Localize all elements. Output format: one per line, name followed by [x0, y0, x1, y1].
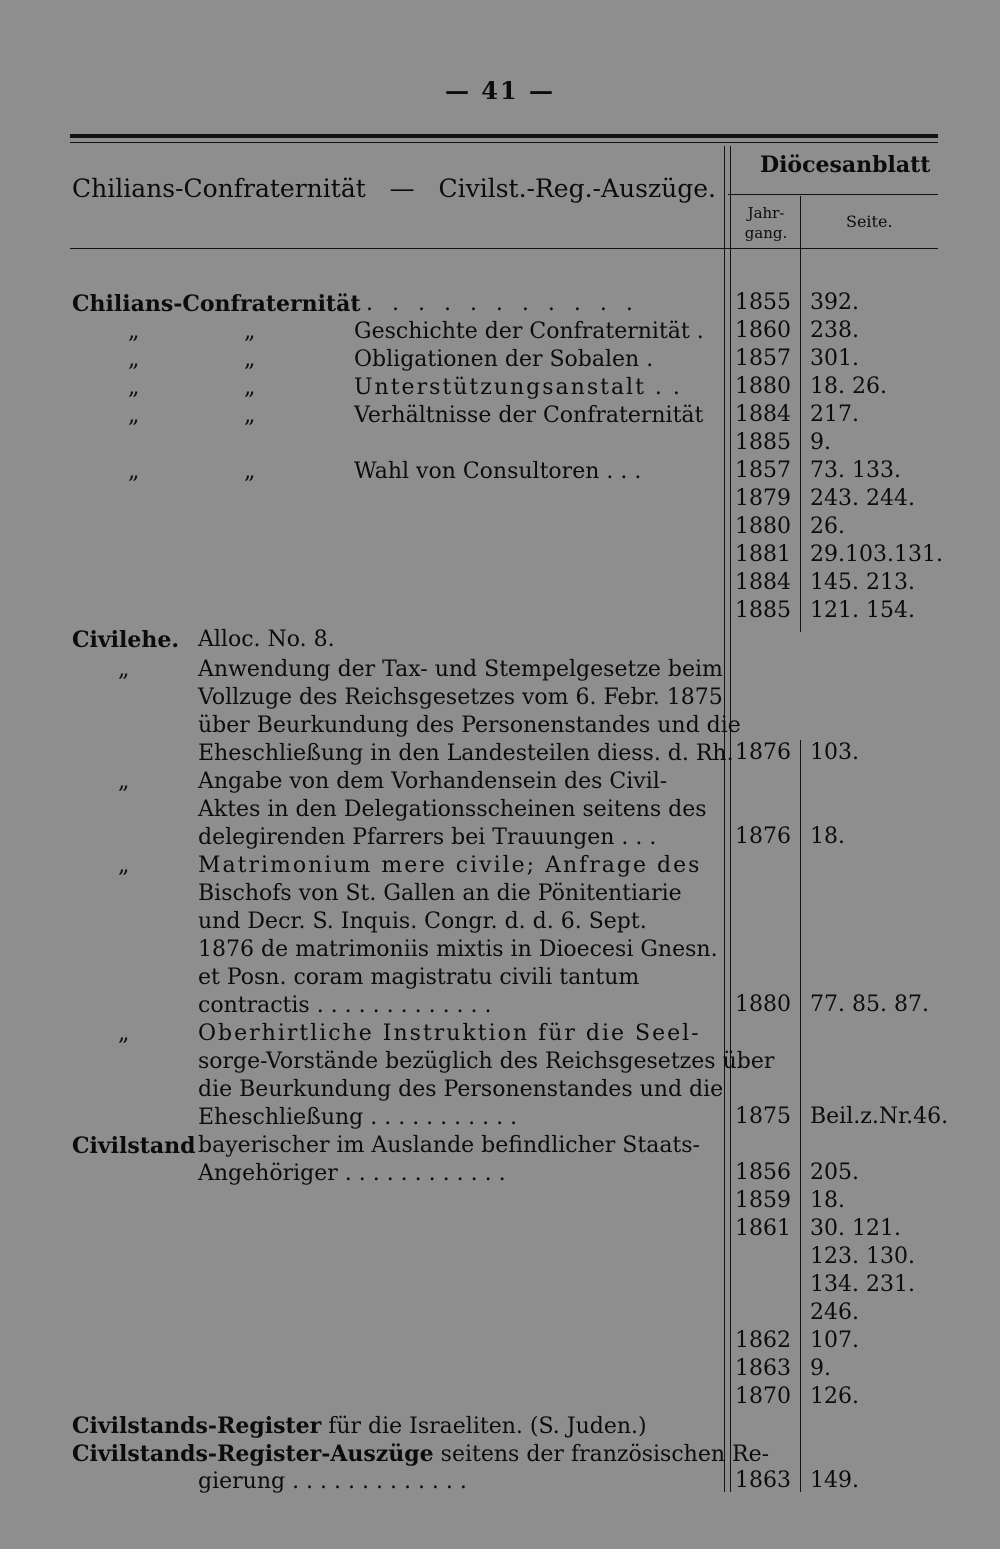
entry-dots: . . . . . . . . . . . [366, 291, 639, 316]
entry-line [72, 1412, 647, 1441]
ditto-mark: „ [118, 769, 130, 794]
entry-text-line: Eheschließung in den Landesteilen diess. d. Rh. [198, 741, 734, 766]
entry-page: 392. [810, 290, 859, 315]
entry-year: 1880 [735, 992, 791, 1017]
entry-text-line: delegirenden Pfarrers bei Trauungen . . . [198, 825, 657, 850]
entry-text: Alloc. No. 8. [198, 627, 335, 652]
entry-text-line: über Beurkundung des Personenstandes und die [198, 713, 741, 738]
entry-page: 121. 154. [810, 598, 915, 623]
header-title-left: Chilians-Confraternität [72, 174, 366, 203]
entry-page: 123. 130. [810, 1244, 915, 1269]
entry-year: 1884 [735, 570, 791, 595]
entry-page: 9. [810, 1356, 831, 1381]
ditto-mark: „ [244, 347, 256, 372]
entry-page: 18. 26. [810, 374, 887, 399]
entry-page: 246. [810, 1300, 859, 1325]
ditto-mark: „ [118, 1021, 130, 1046]
entry-page: 145. 213. [810, 570, 915, 595]
entry-text: Unterstützungsanstalt . . [354, 375, 682, 400]
entry-page: 29.103.131. [810, 542, 943, 567]
subheader-rule [728, 194, 938, 195]
column-divider-middle [800, 196, 801, 632]
entry-year: 1857 [735, 346, 791, 371]
entry-year: 1861 [735, 1216, 791, 1241]
ditto-mark: „ [128, 459, 140, 484]
entry-year: 1881 [735, 542, 791, 567]
entry-page: 18. [810, 824, 845, 849]
entry-text-line: Aktes in den Delegationsscheinen seitens des [198, 797, 707, 822]
entry-page: 18. [810, 1188, 845, 1213]
entry-year: 1859 [735, 1188, 791, 1213]
entry-page: 243. 244. [810, 486, 915, 511]
entry-text-line: Eheschließung . . . . . . . . . . . [198, 1105, 518, 1130]
entry-text-line: Oberhirtliche Instruktion für die Seel- [198, 1021, 701, 1046]
entry-year: 1863 [735, 1356, 791, 1381]
entry-year: 1876 [735, 740, 791, 765]
entry-year: 1870 [735, 1384, 791, 1409]
entry-year: 1879 [735, 486, 791, 511]
entry-text-line: et Posn. coram magistratu civili tantum [198, 965, 640, 990]
column-divider-left-double [730, 146, 731, 1492]
entry-text-line: Vollzuge des Reichsgesetzes vom 6. Febr. 1875 [198, 685, 723, 710]
ditto-mark: „ [118, 657, 130, 682]
entry-page: 107. [810, 1328, 859, 1353]
entry-text: Obligationen der Sobalen . [354, 347, 654, 372]
entry-year: 1875 [735, 1104, 791, 1129]
entry-label-chilians: Chilians-Confraternität [72, 291, 361, 317]
entry-page: 217. [810, 402, 859, 427]
entry-page: 301. [810, 346, 859, 371]
entry-page: 205. [810, 1160, 859, 1185]
entry-year: 1856 [735, 1160, 791, 1185]
entry-page: 149. [810, 1468, 859, 1493]
entry-year: 1876 [735, 824, 791, 849]
entry-text-line: contractis . . . . . . . . . . . . . [198, 993, 492, 1018]
seite-heading: Seite. [846, 212, 893, 231]
entry-text: Wahl von Consultoren . . . [354, 459, 642, 484]
entry-page: 26. [810, 514, 845, 539]
entry-year: 1885 [735, 598, 791, 623]
entry-text-line: Bischofs von St. Gallen an die Pönitentiarie [198, 881, 682, 906]
entry-year: 1880 [735, 374, 791, 399]
entry-text: Verhältnisse der Confraternität [354, 403, 704, 428]
entry-year: 1862 [735, 1328, 791, 1353]
entry-page: 30. 121. [810, 1216, 901, 1241]
ditto-mark: „ [128, 347, 140, 372]
entry-year: 1863 [735, 1468, 791, 1493]
entry-text-line: Matrimonium mere civile; Anfrage des [198, 853, 702, 878]
entry-label-civilehe: Civilehe. [72, 627, 180, 653]
page-number: — 41 — [444, 76, 556, 105]
entry-text: für die Israeliten. (S. Juden.) [328, 1414, 647, 1439]
header-rule-thick [70, 134, 938, 138]
entry-page: 73. 133. [810, 458, 901, 483]
ditto-mark: „ [128, 319, 140, 344]
entry-text-line: Anwendung der Tax- und Stempelgesetze beim [198, 657, 723, 682]
entry-text-line: die Beurkundung des Personenstandes und die [198, 1077, 724, 1102]
entry-page: 103. [810, 740, 859, 765]
ditto-mark: „ [118, 853, 130, 878]
entry-year: 1855 [735, 290, 791, 315]
header-title [72, 174, 716, 203]
column-divider-left [724, 146, 725, 1492]
entry-page: 126. [810, 1384, 859, 1409]
ditto-mark: „ [244, 375, 256, 400]
entry-year: 1857 [735, 458, 791, 483]
entry-year: 1885 [735, 430, 791, 455]
entry-text: Geschichte der Confraternität . [354, 319, 704, 344]
entry-year: 1880 [735, 514, 791, 539]
ditto-mark: „ [128, 403, 140, 428]
ditto-mark: „ [244, 403, 256, 428]
entry-page: 9. [810, 430, 831, 455]
jahrgang-heading: Jahr-gang. [744, 204, 788, 242]
header-bottom-rule [70, 248, 938, 249]
entry-page: 77. 85. 87. [810, 992, 929, 1017]
entry-text-line: bayerischer im Auslande befindlicher Staats- [198, 1133, 700, 1158]
entry-text-line: sorge-Vorstände bezüglich des Reichsgesetzes über [198, 1049, 775, 1074]
entry-page: Beil.z.Nr.46. [810, 1104, 949, 1129]
entry-text-line: Angehöriger . . . . . . . . . . . . [198, 1161, 506, 1186]
ditto-mark: „ [244, 459, 256, 484]
entry-label-civilstands-register: Civilstands-Register [72, 1413, 322, 1439]
dioecesanblatt-heading: Diöcesanblatt [760, 152, 931, 178]
entry-text-line: und Decr. S. Inquis. Congr. d. d. 6. Sept. [198, 909, 647, 934]
header-dash: — [389, 174, 415, 203]
entry-page: 238. [810, 318, 859, 343]
entry-page: 134. 231. [810, 1272, 915, 1297]
column-divider-middle-lower [800, 740, 801, 1492]
entry-label-civilstand: Civilstand [72, 1133, 196, 1159]
ditto-mark: „ [244, 319, 256, 344]
header-rule-thin [70, 142, 938, 143]
entry-text-line: gierung . . . . . . . . . . . . . [198, 1469, 467, 1494]
entry-text-line: seitens der französischen Re- [440, 1442, 770, 1467]
header-title-right: Civilst.-Reg.-Auszüge. [438, 174, 716, 203]
ditto-mark: „ [128, 375, 140, 400]
entry-year: 1884 [735, 402, 791, 427]
entry-year: 1860 [735, 318, 791, 343]
entry-label-civilstands-register-auszuege: Civilstands-Register-Auszüge [72, 1441, 434, 1467]
entry-line [72, 1440, 769, 1469]
entry-text-line: Angabe von dem Vorhandensein des Civil- [198, 769, 668, 794]
entry-text-line: 1876 de matrimoniis mixtis in Dioecesi Gnesn. [198, 937, 718, 962]
